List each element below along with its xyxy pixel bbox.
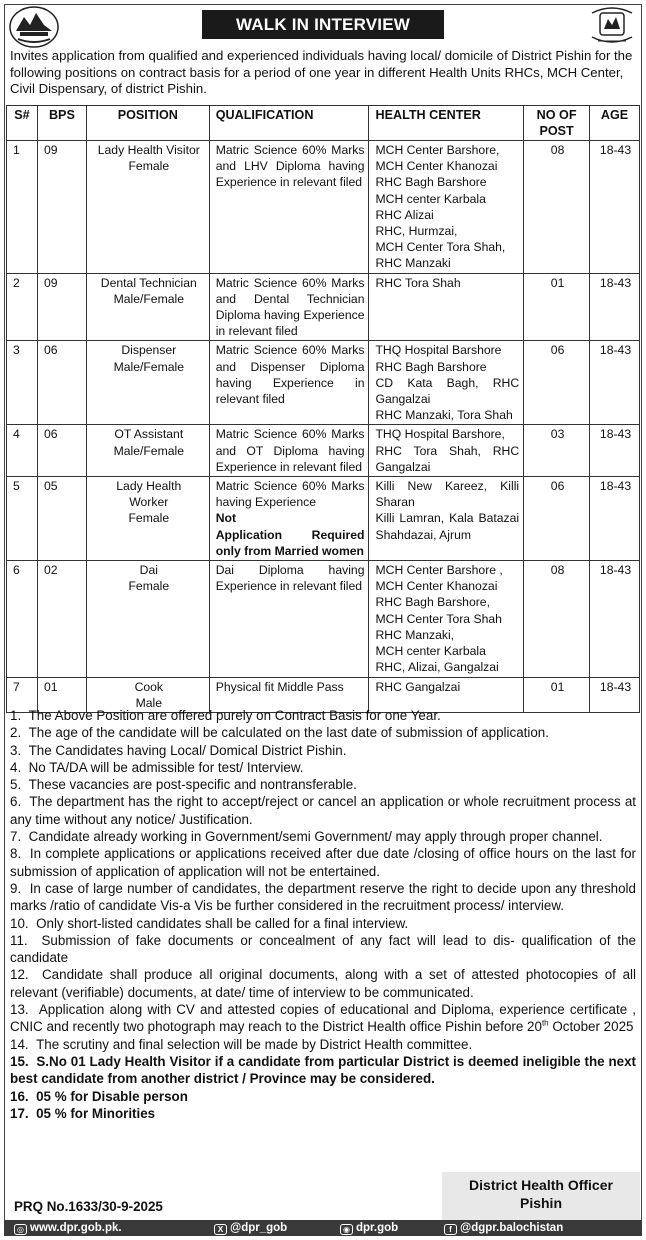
cell-line: Dental Technician bbox=[100, 275, 197, 290]
cell-position bbox=[86, 273, 209, 341]
cell-line: RHC, Hurmzai, bbox=[375, 224, 458, 239]
term-text: Application along with CV and attested copies of educational and Diploma, experience certificate , CNIC and recently two photograph may reach to the District Health office Pishin before 20 bbox=[10, 1002, 636, 1035]
header bbox=[4, 4, 642, 50]
cell-position bbox=[86, 341, 209, 425]
cell-position bbox=[86, 425, 209, 477]
term-text-after: October 2025 bbox=[548, 1019, 634, 1035]
term-text: In case of large number of candidates, the department reserve the right to decide upon any threshold marks /ratio of candidate Vis-a Vis be further considered in the recruitment process/ interview. bbox=[10, 880, 636, 914]
cell-bps: 02 bbox=[37, 561, 86, 677]
cell-sn: 2 bbox=[7, 273, 38, 341]
terms-list bbox=[10, 707, 636, 1122]
term-superscript: th bbox=[541, 1018, 549, 1028]
cell-line: MCH Center Khanozai bbox=[375, 159, 498, 174]
cell-line: MCH center Karbala bbox=[375, 644, 486, 659]
cell-line: RHC Alizai bbox=[375, 207, 434, 222]
header-health-center: HEALTH CENTER bbox=[369, 106, 524, 141]
cell-bps: 09 bbox=[37, 273, 86, 341]
cell-age: 18-43 bbox=[590, 561, 640, 677]
term-number: 16. bbox=[10, 1088, 29, 1104]
table-row bbox=[7, 561, 640, 677]
term-number: 3. bbox=[10, 742, 22, 758]
cell-line: RHC Gangalzai bbox=[375, 679, 461, 694]
cell-line: RHC Bagh Barshore bbox=[375, 359, 487, 374]
cell-line: THQ Hospital Barshore, bbox=[375, 427, 505, 442]
table-row bbox=[7, 425, 640, 477]
term-item bbox=[10, 759, 636, 776]
cell-line: Worker bbox=[129, 495, 169, 510]
cell-position bbox=[86, 141, 209, 274]
cell-no-of-post: 03 bbox=[524, 425, 590, 477]
term-text: The Above Position are offered purely on Contract Basis for one Year. bbox=[28, 708, 441, 723]
table-row bbox=[7, 341, 640, 425]
term-item bbox=[10, 742, 636, 759]
cell-age: 18-43 bbox=[590, 273, 640, 341]
cell-age: 18-43 bbox=[590, 677, 640, 712]
globe-icon: ◎ bbox=[14, 1224, 27, 1235]
term-text: In complete applications or applications received after due date /closing of office hours on the last for submission of application of application will not be entertained. bbox=[10, 846, 636, 879]
term-item bbox=[10, 845, 636, 880]
term-number: 7. bbox=[10, 829, 22, 845]
cell-line: Dai bbox=[139, 563, 158, 578]
cell-position bbox=[86, 477, 209, 561]
cell-line: MCH Center Tora Shah, bbox=[375, 240, 506, 255]
term-number: 10. bbox=[10, 915, 29, 931]
cell-line: Cook bbox=[134, 679, 164, 694]
term-number: 1. bbox=[10, 708, 22, 723]
term-number: 6. bbox=[10, 794, 22, 810]
term-item bbox=[10, 932, 636, 967]
cell-line: MCH Center Barshore , bbox=[375, 563, 503, 578]
cell-line: Dispenser bbox=[121, 343, 177, 358]
cell-line: Matric Science 60% Marks and Dispenser Diploma having Experience in relevant filed bbox=[215, 343, 365, 407]
cell-line: RHC Bagh Barshore bbox=[375, 175, 487, 190]
term-item bbox=[10, 776, 636, 793]
cell-line: Lady Health Visitor bbox=[97, 143, 200, 157]
term-number: 17. bbox=[10, 1105, 29, 1121]
cell-line: Dai Diploma having Experience in relevant filed bbox=[215, 563, 365, 594]
cell-health-center bbox=[369, 141, 524, 274]
cell-qualification bbox=[209, 477, 369, 561]
cell-position bbox=[86, 561, 209, 677]
table-header-row bbox=[7, 106, 640, 141]
twitter-link[interactable]: X @dpr_gob bbox=[214, 1220, 287, 1236]
cell-line: RHC Bagh Barshore, bbox=[375, 595, 490, 610]
cell-sn: 5 bbox=[7, 477, 38, 561]
cell-sn: 4 bbox=[7, 425, 38, 477]
cell-bps: 09 bbox=[37, 141, 86, 274]
instagram-link[interactable]: ◉ dpr.gob bbox=[340, 1220, 398, 1236]
cell-line: RHC Manzaki bbox=[375, 256, 451, 271]
cell-line: OT Assistant bbox=[114, 427, 184, 442]
term-text: Only short-listed candidates shall be called for a final interview. bbox=[36, 915, 409, 931]
cell-line: Male bbox=[135, 695, 162, 710]
term-text: The scrutiny and final selection will be made by District Health committee. bbox=[36, 1036, 473, 1052]
page-title: WALK IN INTERVIEW bbox=[202, 10, 444, 39]
header-position: POSITION bbox=[86, 106, 209, 141]
term-text: No TA/DA will be admissible for test/ Interview. bbox=[28, 759, 304, 775]
table-row bbox=[7, 273, 640, 341]
cell-line: Not bbox=[215, 511, 237, 526]
cell-line: RHC, Alizai, Gangalzai bbox=[375, 660, 499, 675]
cell-sn: 6 bbox=[7, 561, 38, 677]
cell-health-center bbox=[369, 273, 524, 341]
facebook-icon: f bbox=[444, 1224, 457, 1235]
term-item bbox=[10, 880, 636, 915]
term-number: 11. bbox=[10, 932, 28, 948]
cell-line: CD Kata Bagh, RHC Gangalzai bbox=[375, 375, 520, 407]
term-item bbox=[10, 1053, 636, 1088]
cell-line: RHC Tora Shah bbox=[375, 275, 461, 290]
prq-number: PRQ No.1633/30-9-2025 bbox=[14, 1199, 163, 1214]
header-bps: BPS bbox=[37, 106, 86, 141]
term-item bbox=[10, 1036, 636, 1053]
term-number: 15. bbox=[10, 1053, 29, 1069]
cell-bps: 01 bbox=[37, 677, 86, 712]
cell-line: RHC Manzaki, Tora Shah bbox=[375, 408, 513, 423]
signatory-title: District Health Officer bbox=[469, 1177, 613, 1193]
term-text: These vacancies are post-specific and nontransferable. bbox=[28, 777, 357, 793]
cell-qualification bbox=[209, 141, 369, 274]
term-number: 12. bbox=[10, 967, 29, 983]
cell-line: Male/Female bbox=[113, 359, 185, 374]
positions-table bbox=[6, 105, 640, 713]
term-text: The age of the candidate will be calculated on the last date of submission of application. bbox=[28, 725, 549, 741]
cell-no-of-post: 06 bbox=[524, 477, 590, 561]
cell-health-center bbox=[369, 561, 524, 677]
cell-line: Female bbox=[128, 159, 170, 174]
cell-line: THQ Hospital Barshore bbox=[375, 343, 502, 358]
header-sn: S# bbox=[7, 106, 38, 141]
cell-health-center bbox=[369, 341, 524, 425]
header-age: AGE bbox=[590, 106, 640, 141]
cell-line: RHC Manzaki, bbox=[375, 627, 455, 642]
cell-no-of-post: 08 bbox=[524, 141, 590, 274]
term-number: 13. bbox=[10, 1002, 29, 1018]
cell-line: Matric Science 60% Marks having Experience bbox=[215, 479, 365, 510]
term-text: 05 % for Disable person bbox=[36, 1088, 188, 1104]
cell-line: Application Required only from Married women bbox=[215, 527, 365, 558]
twitter-icon: X bbox=[214, 1224, 227, 1235]
signatory-location: Pishin bbox=[519, 1195, 562, 1211]
term-text: Submission of fake documents or concealment of any fact will lead to dis- qualification of the candidate bbox=[10, 932, 636, 966]
term-text: The department has the right to accept/reject or cancel an application or whole recruitment process at any time without any notice/ Justification. bbox=[10, 794, 636, 827]
term-number: 2. bbox=[10, 725, 22, 741]
cell-age: 18-43 bbox=[590, 341, 640, 425]
cell-line: Killi New Kareez, Killi Sharan bbox=[375, 479, 520, 510]
term-number: 4. bbox=[10, 759, 22, 775]
cell-qualification bbox=[209, 341, 369, 425]
health-department-seal-logo bbox=[586, 5, 638, 49]
cell-line: Matric Science 60% Marks and LHV Diploma having Experience in relevant filed bbox=[215, 143, 365, 190]
cell-no-of-post: 08 bbox=[524, 561, 590, 677]
term-item bbox=[10, 707, 636, 724]
signatory-box bbox=[442, 1172, 640, 1220]
cell-health-center bbox=[369, 477, 524, 561]
term-item bbox=[10, 724, 636, 741]
cell-qualification bbox=[209, 425, 369, 477]
instagram-icon: ◉ bbox=[340, 1224, 353, 1235]
table-row bbox=[7, 477, 640, 561]
term-item bbox=[10, 793, 636, 828]
website-link[interactable]: ◎ www.dpr.gob.pk. bbox=[14, 1220, 122, 1236]
cell-bps: 05 bbox=[37, 477, 86, 561]
term-text: The Candidates having Local/ Domical District Pishin. bbox=[28, 742, 347, 758]
cell-line: MCH center Karbala bbox=[375, 191, 486, 206]
cell-line: Male/Female bbox=[113, 291, 185, 306]
cell-line: MCH Center Tora Shah bbox=[375, 611, 502, 626]
cell-no-of-post: 01 bbox=[524, 677, 590, 712]
term-item bbox=[10, 828, 636, 845]
term-text: Candidate shall produce all original documents, along with a set of attested photocopies of all relevant (verifiable) documents, at date/ time of interview to be communicated. bbox=[10, 967, 636, 1000]
term-item bbox=[10, 915, 636, 932]
cell-line: Killi Lamran, Kala Batazai Shahdazai, Ajrum bbox=[375, 511, 520, 542]
cell-qualification bbox=[209, 273, 369, 341]
facebook-link[interactable]: f @dgpr.balochistan bbox=[444, 1220, 563, 1236]
balochistan-emblem-logo bbox=[8, 5, 60, 49]
cell-line: Female bbox=[128, 579, 170, 594]
cell-age: 18-43 bbox=[590, 141, 640, 274]
cell-line: Lady Health bbox=[116, 479, 182, 494]
term-number: 14. bbox=[10, 1036, 29, 1052]
header-qualification: QUALIFICATION bbox=[209, 106, 369, 141]
cell-sn: 1 bbox=[7, 141, 38, 274]
term-text: 05 % for Minorities bbox=[36, 1105, 156, 1121]
header-no-of-post: NO OF POST bbox=[524, 106, 590, 141]
cell-bps: 06 bbox=[37, 425, 86, 477]
cell-health-center bbox=[369, 425, 524, 477]
cell-age: 18-43 bbox=[590, 425, 640, 477]
term-number: 9. bbox=[10, 880, 22, 896]
cell-age: 18-43 bbox=[590, 477, 640, 561]
term-item bbox=[10, 1088, 636, 1105]
cell-line: Physical fit Middle Pass bbox=[215, 679, 344, 694]
social-bar bbox=[4, 1220, 642, 1236]
term-text: Candidate already working in Government/semi Government/ may apply through proper channel. bbox=[28, 829, 603, 845]
cell-no-of-post: 06 bbox=[524, 341, 590, 425]
cell-no-of-post: 01 bbox=[524, 273, 590, 341]
cell-line: RHC Tora Shah, RHC Gangalzai bbox=[375, 443, 520, 474]
term-number: 8. bbox=[10, 846, 22, 862]
intro-text: Invites application from qualified and experienced individuals having local/ domicile of District Pishin for the following positions on contract basis for a period of one year in different Health Units RHCs, MCH Center, Civil Dispensary, of district Pishin. bbox=[10, 48, 633, 97]
term-text: S.No 01 Lady Health Visitor if a candidate from particular District is deemed ineligible the next best candidate from another district / Province may be considered. bbox=[10, 1053, 636, 1087]
cell-line: Matric Science 60% Marks and OT Diploma having Experience in relevant filed bbox=[215, 427, 365, 474]
table-row bbox=[7, 141, 640, 274]
cell-qualification bbox=[209, 561, 369, 677]
term-item bbox=[10, 1001, 636, 1036]
term-item bbox=[10, 966, 636, 1001]
cell-sn: 7 bbox=[7, 677, 38, 712]
cell-line: Female bbox=[128, 511, 170, 526]
cell-line: Matric Science 60% Marks and Dental Technician Diploma having Experience in relevant filed bbox=[215, 275, 365, 339]
cell-line: Male/Female bbox=[113, 443, 185, 458]
term-item bbox=[10, 1105, 636, 1122]
cell-line: MCH Center Barshore, bbox=[375, 143, 500, 157]
cell-sn: 3 bbox=[7, 341, 38, 425]
cell-line: MCH Center Khanozai bbox=[375, 579, 498, 594]
cell-bps: 06 bbox=[37, 341, 86, 425]
term-number: 5. bbox=[10, 777, 22, 793]
